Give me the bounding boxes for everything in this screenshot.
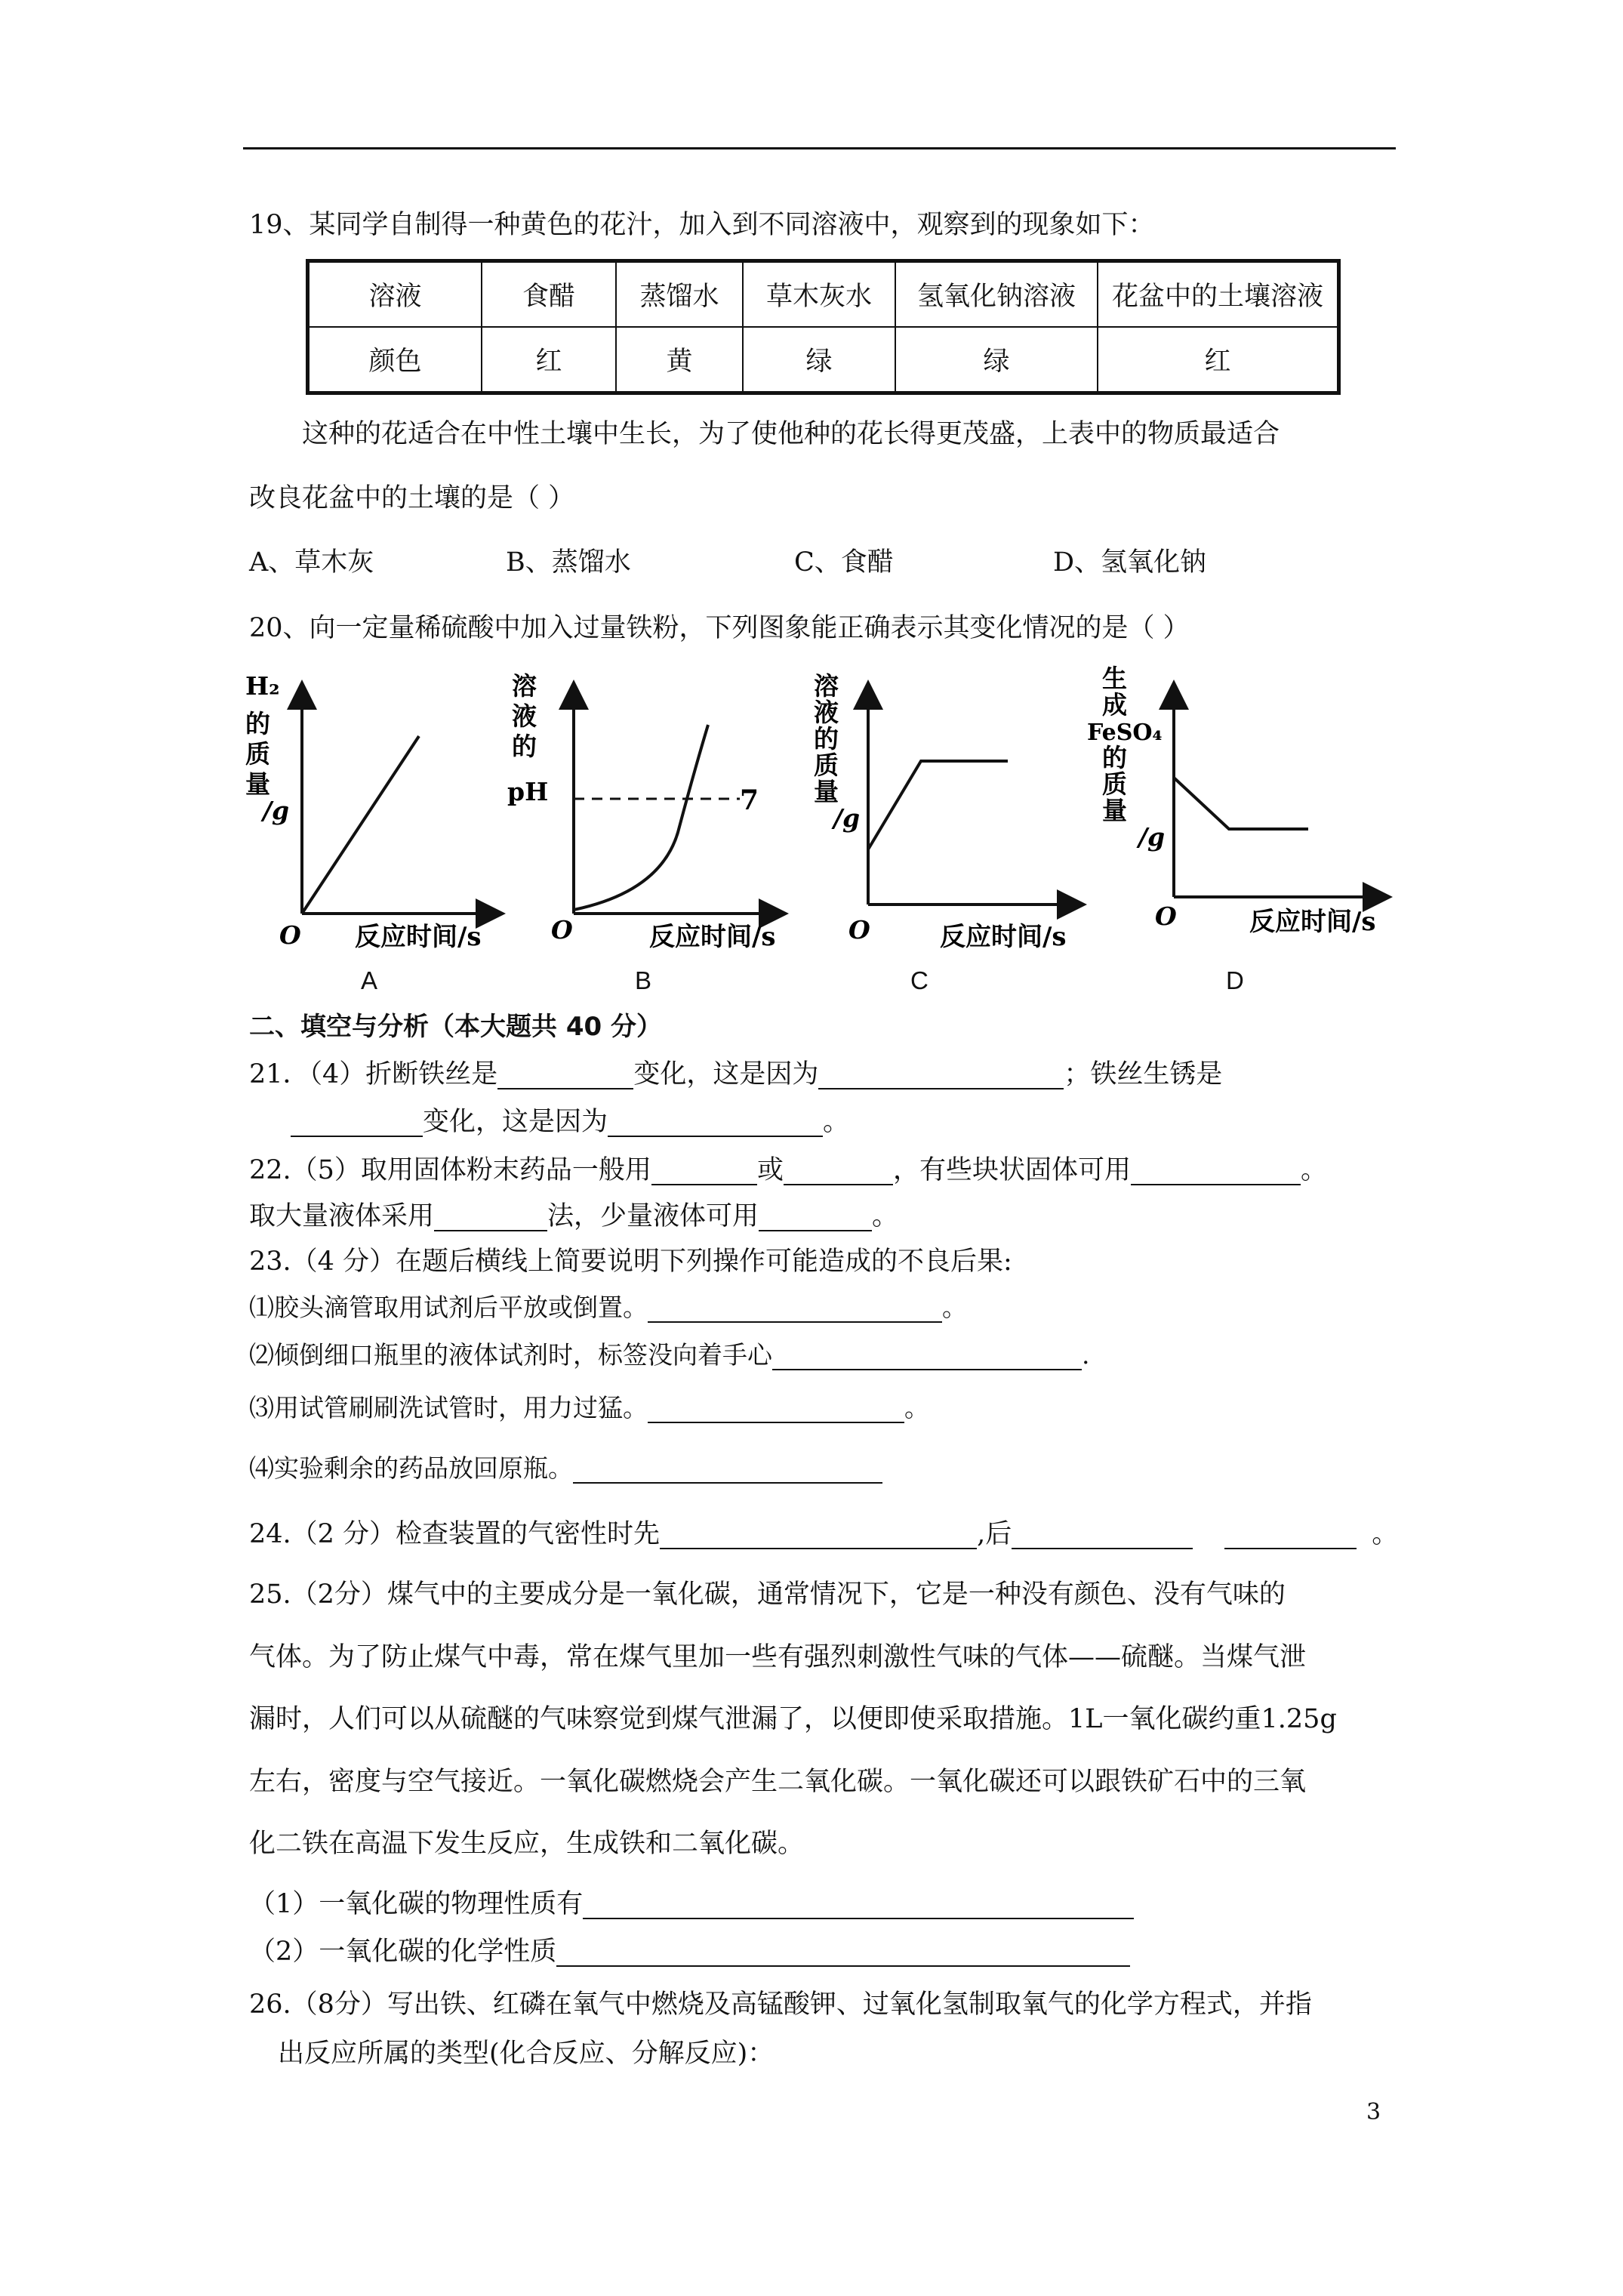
q19-option-d: D、氢氧化钠 [1053, 547, 1207, 578]
q25-sub-1 [249, 1889, 1134, 1919]
y-label-part: 量 [245, 769, 270, 799]
answer-blank[interactable] [818, 1062, 1064, 1089]
y-label-part: 的 [1102, 743, 1127, 772]
q23-item-4 [249, 1453, 882, 1484]
q23-text: 。 [942, 1293, 967, 1322]
q21-text: 21．（4）折断铁丝是 [249, 1059, 498, 1089]
y-label-part: 生 [1102, 664, 1127, 693]
q24-text: 。 [1372, 1519, 1399, 1549]
graph-b [507, 664, 785, 952]
y-label-part: 量 [814, 777, 839, 806]
y-label-part: H₂ [245, 671, 280, 701]
y-label-part: /g [1138, 822, 1166, 852]
y-label-part: 液 [814, 698, 839, 727]
y-label-part: 质 [245, 739, 270, 769]
q26-line-2: 出反应所属的类型(化合反应、分解反应)： [278, 2039, 775, 2069]
answer-blank[interactable] [1131, 1158, 1301, 1185]
q19-stem: 19、某同学自制得一种黄色的花汁，加入到不同溶液中，观察到的现象如下： [249, 210, 1155, 240]
answer-blank[interactable] [784, 1158, 893, 1185]
q21-text: 变化，这是因为 [423, 1107, 608, 1137]
graph-d [1087, 664, 1389, 951]
q23-text: . [1082, 1340, 1090, 1370]
q25-text: （2）一氧化碳的化学性质 [249, 1937, 557, 1967]
origin-label: O [848, 915, 870, 945]
answer-blank[interactable] [573, 1456, 882, 1484]
answer-blank[interactable] [651, 1158, 757, 1185]
table-cell: 黄 [616, 327, 743, 393]
table-cell: 绿 [895, 327, 1098, 393]
answer-blank[interactable] [772, 1343, 1082, 1370]
y-label-part: 质 [1102, 769, 1127, 799]
y-label-part: 质 [814, 750, 839, 780]
y-label-part: 量 [1102, 796, 1127, 825]
origin-label: O [1155, 901, 1177, 931]
q25-sub-2 [249, 1937, 1130, 1967]
table-cell: 溶液 [308, 261, 482, 328]
q23-stem: 23.（4 分）在题后横线上简要说明下列操作可能造成的不良后果: [249, 1247, 1012, 1277]
table-cell: 红 [1098, 327, 1339, 393]
y-label-part: 成 [1102, 690, 1127, 720]
q23-text: ⑵倾倒细口瓶里的液体试剂时，标签没向着手心 [249, 1340, 772, 1370]
y-label-part: pH [507, 777, 549, 806]
answer-blank[interactable] [648, 1296, 942, 1323]
answer-blank[interactable] [1012, 1522, 1193, 1549]
q22-text: 取大量液体采用 [249, 1201, 435, 1231]
q23-text: ⑶用试管刷刷洗试管时，用力过猛。 [249, 1393, 648, 1422]
answer-blank[interactable] [556, 1940, 1130, 1967]
q23-item-2 [249, 1340, 1090, 1370]
table-cell: 蒸馏水 [616, 261, 743, 328]
origin-label: O [551, 915, 573, 945]
q21-line-2 [291, 1107, 849, 1137]
table-cell: 绿 [743, 327, 895, 393]
q22-text: ，有些块状固体可用 [892, 1155, 1131, 1185]
q21-text: ；铁丝生锈是 [1064, 1059, 1223, 1089]
answer-blank[interactable] [759, 1204, 872, 1231]
graph-a [242, 664, 498, 951]
y-label-part: 溶 [512, 671, 537, 701]
q24-line [249, 1519, 1398, 1549]
q22-text: 22.（5）取用固体粉末药品一般用 [249, 1155, 651, 1185]
table-cell: 颜色 [308, 327, 482, 393]
q22-text: 或 [756, 1155, 784, 1185]
table-row [308, 261, 1339, 328]
answer-blank[interactable] [434, 1204, 547, 1231]
q21-text: 。 [823, 1107, 850, 1137]
table-cell: 草木灰水 [743, 261, 895, 328]
q19-option-c: C、食醋 [794, 547, 894, 578]
section-title: 二、填空与分析（本大题共 40 分） [249, 1012, 662, 1042]
y-label-part: /g [263, 796, 290, 825]
y-label-part: FeSO₄ [1087, 720, 1163, 746]
graph-c-letter: C [910, 966, 929, 994]
x-label: 反应时间/s [1249, 907, 1376, 937]
q19-text-2: 改良花盆中的土壤的是（ ） [249, 483, 575, 513]
q23-text: ⑴胶头滴管取用试剂后平放或倒置。 [249, 1293, 648, 1322]
q19-option-b: B、蒸馏水 [506, 547, 631, 578]
y-label-part: 液 [512, 701, 537, 731]
q25-line: 25.（2分）煤气中的主要成分是一氧化碳，通常情况下，它是一种没有颜色、没有气味的 [249, 1579, 1286, 1610]
origin-label: O [279, 920, 301, 950]
y-label-part: 溶 [814, 671, 839, 701]
q22-text: 法，少量液体可用 [547, 1201, 759, 1231]
q24-text: ,后 [977, 1519, 1012, 1549]
q25-text: （1）一氧化碳的物理性质有 [249, 1889, 584, 1919]
x-label: 反应时间/s [940, 922, 1067, 952]
graph-d-letter: D [1226, 966, 1244, 994]
y-label-part: 的 [814, 724, 839, 754]
graph-d-curve [1174, 778, 1308, 829]
x-label: 反应时间/s [649, 922, 776, 952]
graph-c [800, 664, 1087, 951]
graph-a-curve [302, 736, 419, 914]
q23-item-1 [249, 1293, 967, 1323]
q23-text: 。 [904, 1393, 929, 1422]
color-table [306, 259, 1341, 395]
answer-blank[interactable] [1224, 1522, 1357, 1549]
y-label-part: /g [833, 803, 861, 833]
q23-item-3 [249, 1393, 929, 1423]
x-label: 反应时间/s [355, 922, 482, 952]
q22-line-1 [249, 1155, 1327, 1185]
q20-stem: 20、向一定量稀硫酸中加入过量铁粉，下列图象能正确表示其变化情况的是（ ） [249, 613, 1190, 643]
q19-text-1: 这种的花适合在中性土壤中生长，为了使他种的花长得更茂盛，上表中的物质最适合 [302, 419, 1280, 449]
svg-text:H₂ [245, 671, 280, 701]
q22-text: 。 [1300, 1155, 1327, 1185]
page-number: 3 [1366, 2099, 1381, 2125]
q25-line: 漏时，人们可以从硫醚的气味察觉到煤气泄漏了，以便即使采取措施。1L一氧化碳约重1.25g [249, 1704, 1337, 1734]
y-label-part: 的 [512, 732, 537, 761]
y-label-part: 的 [245, 709, 270, 738]
q21-line-1 [249, 1059, 1222, 1089]
table-cell: 氢氧化钠溶液 [895, 261, 1098, 328]
q25-line: 化二铁在高温下发生反应，生成铁和二氧化碳。 [249, 1829, 805, 1859]
q22-text: 。 [872, 1201, 899, 1231]
answer-blank[interactable] [660, 1522, 977, 1549]
graph-b-letter: B [635, 966, 652, 994]
q22-line-2 [249, 1201, 898, 1231]
answer-blank[interactable] [608, 1110, 823, 1137]
q19-option-a: A、草木灰 [249, 547, 374, 578]
graph-b-curve [574, 725, 708, 910]
table-row [308, 327, 1339, 393]
answer-blank[interactable] [648, 1396, 904, 1423]
header-rule [243, 147, 1396, 149]
q21-text: 变化，这是因为 [633, 1059, 819, 1089]
table-cell: 花盆中的土壤溶液 [1098, 261, 1339, 328]
answer-blank[interactable] [291, 1110, 423, 1137]
q23-text: ⑷实验剩余的药品放回原瓶。 [249, 1453, 573, 1483]
q24-text: 24.（2 分）检查装置的气密性时先 [249, 1519, 661, 1549]
graph-c-curve [868, 761, 1008, 849]
table-cell: 红 [482, 327, 616, 393]
q25-line: 左右，密度与空气接近。一氧化碳燃烧会产生二氧化碳。一氧化碳还可以跟铁矿石中的三氧 [249, 1767, 1307, 1797]
answer-blank[interactable] [583, 1892, 1134, 1919]
answer-blank[interactable] [497, 1062, 633, 1089]
q25-line: 气体。为了防止煤气中毒，常在煤气里加一些有强烈刺激性气味的气体——硫醚。当煤气泄 [249, 1642, 1307, 1672]
reference-label: 7 [740, 784, 759, 816]
table-cell: 食醋 [482, 261, 616, 328]
q26-line-1: 26.（8分）写出铁、红磷在氧气中燃烧及高锰酸钾、过氧化氢制取氧气的化学方程式，并指 [249, 1989, 1312, 2020]
graph-a-letter: A [361, 966, 378, 994]
